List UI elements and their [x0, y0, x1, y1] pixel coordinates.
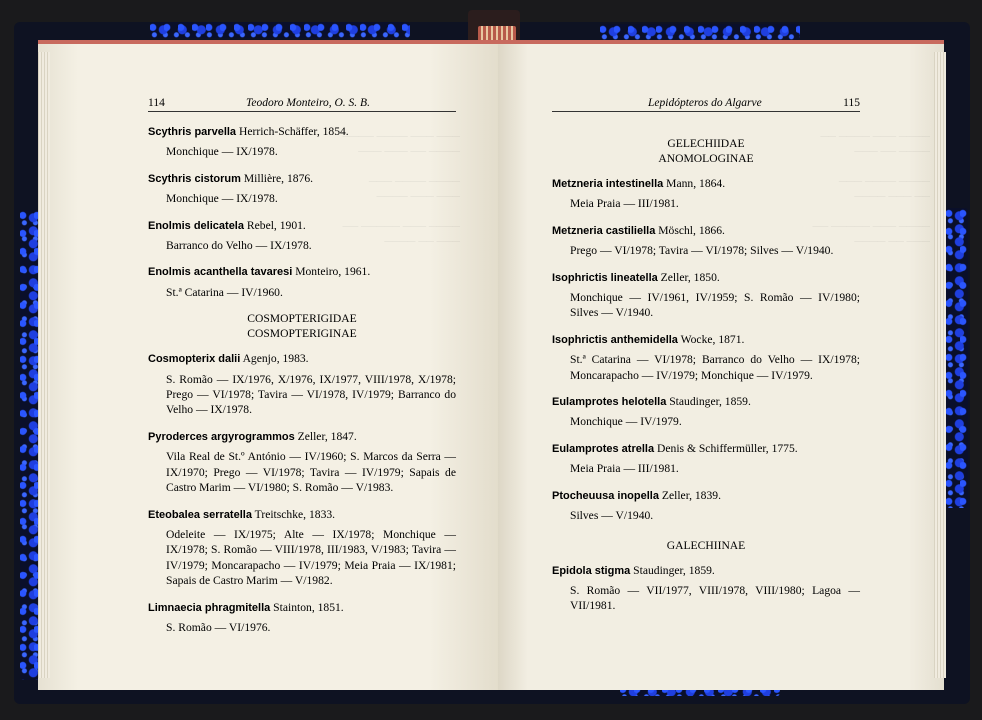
species-author: Zeller, 1839. [661, 488, 721, 502]
species-name: Eulamprotes helotella [552, 396, 667, 409]
species-author: Monteiro, 1961. [295, 265, 371, 279]
species-entry [552, 563, 860, 614]
species-entry [148, 429, 456, 496]
marbled-endpaper-top [150, 22, 410, 38]
species-name: Eulamprotes atrella [552, 442, 655, 455]
subfamily-name: ANOMOLOGINAE [658, 152, 754, 165]
locality-record: Barranco do Velho — IX/1978. [166, 239, 312, 253]
right-running-head: Lepidópteros do Algarve [648, 97, 762, 109]
locality-record: Silves — V/1940. [570, 509, 654, 523]
species-author: Zeller, 1850. [660, 270, 720, 284]
right-page-edges [934, 52, 946, 678]
species-name: Pyroderces argyrogrammos [148, 430, 295, 443]
species-name: Eteobalea serratella [148, 508, 252, 521]
species-name: Epidola stigma [552, 564, 631, 577]
species-author: Treitschke, 1833. [254, 507, 336, 521]
marbled-endpaper-left [20, 210, 40, 680]
species-entry [552, 441, 860, 477]
family-heading [552, 136, 860, 166]
locality-record: Meia Praia — III/1981. [570, 197, 679, 211]
species-author: Stainton, 1851. [273, 600, 344, 614]
marbled-endpaper-right [946, 208, 968, 508]
species-name: Scythris parvella [148, 126, 237, 138]
locality-record: Monchique — IX/1978. [166, 192, 278, 206]
species-author: Denis & Schiffermüller, 1775. [657, 441, 798, 455]
species-entry [552, 488, 860, 524]
species-name: Enolmis acanthella tavaresi [148, 266, 293, 279]
locality-record: Monchique — IV/1961, IV/1959; S. Romão — IV/1980; Silves — V/1940. [570, 291, 860, 320]
family-name: GELECHIIDAE [667, 137, 745, 150]
left-page-edges [38, 52, 50, 678]
species-entry [148, 600, 456, 636]
species-name: Enolmis delicatela [148, 219, 244, 232]
species-name: Metzneria castiliella [552, 224, 656, 237]
family-name: COSMOPTERIGIDAE [247, 312, 357, 326]
species-name: Limnaecia phragmitella [148, 601, 271, 614]
species-entry [148, 507, 456, 589]
locality-record: Vila Real de St.º António — IV/1960; S. Marcos da Serra — IX/1970; Prego — VI/1978; Tavira — IV/1979; Sapais de Castro Marim — VI/1980; S. Romão — V/1983. [166, 450, 456, 495]
species-entry [148, 124, 456, 160]
bleed-through-right: ──── ─── ──── ── ──── ── ─── ──── ──── ─── ── ─── ──── ──── ─── ───── ── ─── ── ──── [812, 131, 930, 248]
species-author: Herrich-Schäffer, 1854. [238, 125, 349, 138]
family-heading [148, 311, 456, 341]
species-entry [148, 351, 456, 418]
species-name: Ptocheuusa inopella [552, 489, 659, 502]
locality-record: S. Romão — VII/1977, VIII/1978, VIII/1980; Lagoa — VII/1981. [570, 583, 860, 613]
species-author: Zeller, 1847. [297, 429, 357, 443]
species-author: Staudinger, 1859. [669, 395, 751, 409]
right-page-number: 115 [843, 97, 860, 109]
marbled-endpaper-top-right [600, 24, 800, 40]
subfamily-heading [552, 538, 860, 553]
species-name: Isophrictis lineatella [552, 271, 658, 284]
right-running-header [552, 97, 860, 112]
species-name: Scythris cistorum [148, 172, 241, 185]
species-entry [148, 171, 456, 207]
left-page-text [148, 124, 456, 646]
species-entry [552, 332, 860, 383]
species-entry [552, 223, 860, 259]
left-running-header [148, 97, 456, 112]
locality-record: St.ª Catarina — IV/1960. [166, 285, 283, 299]
species-author: Agenjo, 1983. [242, 352, 309, 366]
left-page-number: 114 [148, 97, 165, 109]
subfamily-name: COSMOPTERIGINAE [247, 327, 357, 341]
species-author: Staudinger, 1859. [633, 563, 715, 577]
locality-record: Meia Praia — III/1981. [570, 462, 679, 476]
species-author: Millière, 1876. [243, 171, 314, 185]
locality-record: Monchique — IX/1978. [166, 145, 278, 159]
species-entry [552, 176, 860, 212]
locality-record: S. Romão — IX/1976, X/1976, IX/1977, VIII/1978, X/1978; Prego — VI/1978; Tavira — VI/1978, IV/1979; Barranco do Velho — IX/1978. [166, 372, 456, 417]
species-entry [148, 218, 456, 254]
species-entry [552, 270, 860, 321]
species-name: Cosmopterix dalii [148, 353, 241, 366]
subfamily-name: GALECHIINAE [666, 538, 746, 552]
locality-record: Odeleite — IX/1975; Alte — IX/1978; Monchique — IX/1978; S. Romão — VIII/1978, III/1983, V/1983; Tavira — IV/1979; Moncarapacho — IV/1979; Meia Praia — IX/1981; Sapais de Castro Marim — V/1982. [166, 527, 456, 588]
species-entry [552, 394, 860, 430]
right-page-text [552, 132, 860, 625]
species-author: Mann, 1864. [666, 177, 726, 190]
species-author: Wocke, 1871. [680, 332, 745, 346]
species-name: Metzneria intestinella [552, 178, 664, 190]
species-entry [148, 264, 456, 300]
locality-record: S. Romão — VI/1976. [166, 620, 271, 634]
locality-record: Monchique — IV/1979. [570, 415, 682, 429]
locality-record: Prego — VI/1978; Tavira — VI/1978; Silves — V/1940. [570, 244, 834, 258]
species-name: Isophrictis anthemidella [552, 333, 678, 346]
species-author: Möschl, 1866. [658, 223, 725, 237]
species-author: Rebel, 1901. [246, 218, 306, 232]
bleed-through-left: ─── ─── ──── ──── ──── ── ─── ─── ──── ──── ─── ─── ─── ──── ──── ─── ───── ── ─── ── ──── [342, 131, 460, 248]
locality-record: St.ª Catarina — VI/1978; Barranco do Velho — IX/1978; Moncarapacho — IV/1979; Monchique — IV/1979. [570, 353, 860, 382]
left-running-head: Teodoro Monteiro, O. S. B. [246, 97, 370, 109]
